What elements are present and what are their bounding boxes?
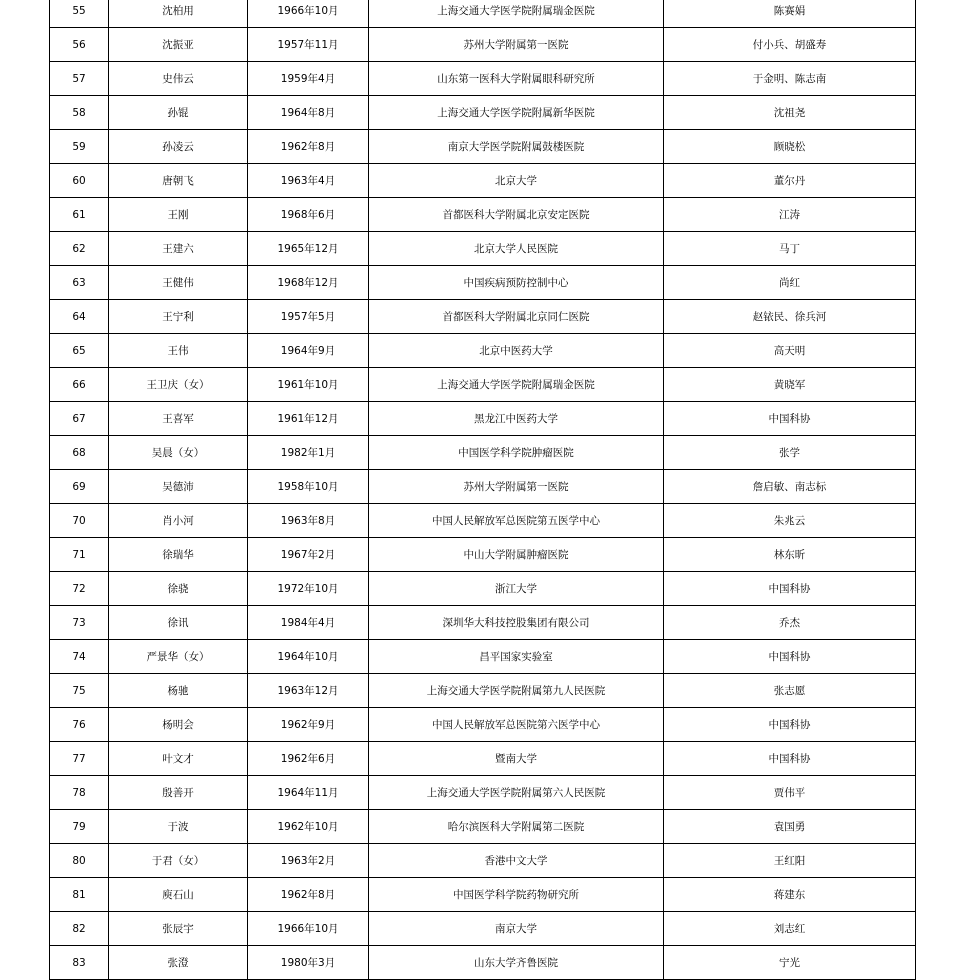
candidate-name-cell: 孙凌云 <box>109 130 248 164</box>
row-number-cell: 82 <box>50 912 109 946</box>
organization-cell: 上海交通大学医学院附属第六人民医院 <box>369 776 664 810</box>
candidate-table-body <box>50 0 916 980</box>
birth-date-cell: 1982年1月 <box>248 436 369 470</box>
table-row <box>50 878 916 912</box>
row-number-cell: 71 <box>50 538 109 572</box>
organization-cell: 中国医学科学院肿瘤医院 <box>369 436 664 470</box>
table-row <box>50 402 916 436</box>
table-row <box>50 538 916 572</box>
recommender-cell: 中国科协 <box>664 708 916 742</box>
birth-date-cell: 1964年8月 <box>248 96 369 130</box>
candidate-name-cell: 于波 <box>109 810 248 844</box>
recommender-cell: 张志愿 <box>664 674 916 708</box>
table-row <box>50 810 916 844</box>
candidate-name-cell: 严景华（女） <box>109 640 248 674</box>
organization-cell: 山东第一医科大学附属眼科研究所 <box>369 62 664 96</box>
recommender-cell: 尚红 <box>664 266 916 300</box>
row-number-cell: 61 <box>50 198 109 232</box>
birth-date-cell: 1962年6月 <box>248 742 369 776</box>
table-row <box>50 130 916 164</box>
recommender-cell: 顾晓松 <box>664 130 916 164</box>
organization-cell: 上海交通大学医学院附属瑞金医院 <box>369 0 664 28</box>
table-row <box>50 368 916 402</box>
recommender-cell: 中国科协 <box>664 640 916 674</box>
candidate-table <box>49 0 916 980</box>
table-row <box>50 334 916 368</box>
table-row <box>50 912 916 946</box>
table-row <box>50 28 916 62</box>
row-number-cell: 83 <box>50 946 109 980</box>
recommender-cell: 中国科协 <box>664 402 916 436</box>
organization-cell: 香港中文大学 <box>369 844 664 878</box>
candidate-name-cell: 张辰宇 <box>109 912 248 946</box>
birth-date-cell: 1958年10月 <box>248 470 369 504</box>
row-number-cell: 66 <box>50 368 109 402</box>
organization-cell: 北京大学 <box>369 164 664 198</box>
candidate-name-cell: 张澄 <box>109 946 248 980</box>
birth-date-cell: 1966年10月 <box>248 912 369 946</box>
table-row <box>50 300 916 334</box>
table-row <box>50 742 916 776</box>
recommender-cell: 蒋建东 <box>664 878 916 912</box>
recommender-cell: 付小兵、胡盛寿 <box>664 28 916 62</box>
table-row <box>50 266 916 300</box>
organization-cell: 哈尔滨医科大学附属第二医院 <box>369 810 664 844</box>
candidate-name-cell: 孙锟 <box>109 96 248 130</box>
row-number-cell: 75 <box>50 674 109 708</box>
candidate-name-cell: 吴晨（女） <box>109 436 248 470</box>
recommender-cell: 詹启敏、南志标 <box>664 470 916 504</box>
recommender-cell: 于金明、陈志南 <box>664 62 916 96</box>
birth-date-cell: 1968年12月 <box>248 266 369 300</box>
birth-date-cell: 1972年10月 <box>248 572 369 606</box>
organization-cell: 苏州大学附属第一医院 <box>369 28 664 62</box>
table-row <box>50 504 916 538</box>
birth-date-cell: 1964年10月 <box>248 640 369 674</box>
table-row <box>50 606 916 640</box>
organization-cell: 首都医科大学附属北京同仁医院 <box>369 300 664 334</box>
candidate-name-cell: 肖小河 <box>109 504 248 538</box>
row-number-cell: 72 <box>50 572 109 606</box>
table-row <box>50 96 916 130</box>
table-row <box>50 844 916 878</box>
organization-cell: 浙江大学 <box>369 572 664 606</box>
candidate-name-cell: 吴德沛 <box>109 470 248 504</box>
recommender-cell: 马丁 <box>664 232 916 266</box>
birth-date-cell: 1961年10月 <box>248 368 369 402</box>
candidate-name-cell: 沈柏用 <box>109 0 248 28</box>
organization-cell: 中国人民解放军总医院第五医学中心 <box>369 504 664 538</box>
recommender-cell: 沈祖尧 <box>664 96 916 130</box>
candidate-name-cell: 唐朝飞 <box>109 164 248 198</box>
organization-cell: 首都医科大学附属北京安定医院 <box>369 198 664 232</box>
candidate-name-cell: 杨驰 <box>109 674 248 708</box>
recommender-cell: 黄晓军 <box>664 368 916 402</box>
birth-date-cell: 1980年3月 <box>248 946 369 980</box>
birth-date-cell: 1962年8月 <box>248 878 369 912</box>
organization-cell: 中山大学附属肿瘤医院 <box>369 538 664 572</box>
table-row <box>50 436 916 470</box>
organization-cell: 中国疾病预防控制中心 <box>369 266 664 300</box>
candidate-name-cell: 于君（女） <box>109 844 248 878</box>
organization-cell: 暨南大学 <box>369 742 664 776</box>
candidate-name-cell: 王健伟 <box>109 266 248 300</box>
recommender-cell: 中国科协 <box>664 742 916 776</box>
row-number-cell: 73 <box>50 606 109 640</box>
birth-date-cell: 1963年12月 <box>248 674 369 708</box>
row-number-cell: 57 <box>50 62 109 96</box>
birth-date-cell: 1964年9月 <box>248 334 369 368</box>
organization-cell: 南京大学医学院附属鼓楼医院 <box>369 130 664 164</box>
candidate-name-cell: 庾石山 <box>109 878 248 912</box>
row-number-cell: 62 <box>50 232 109 266</box>
organization-cell: 上海交通大学医学院附属第九人民医院 <box>369 674 664 708</box>
recommender-cell: 刘志红 <box>664 912 916 946</box>
candidate-name-cell: 王卫庆（女） <box>109 368 248 402</box>
candidate-name-cell: 史伟云 <box>109 62 248 96</box>
row-number-cell: 76 <box>50 708 109 742</box>
recommender-cell: 贾伟平 <box>664 776 916 810</box>
table-row <box>50 946 916 980</box>
organization-cell: 中国人民解放军总医院第六医学中心 <box>369 708 664 742</box>
recommender-cell: 宁光 <box>664 946 916 980</box>
candidate-name-cell: 王建六 <box>109 232 248 266</box>
table-row <box>50 708 916 742</box>
table-row <box>50 62 916 96</box>
recommender-cell: 乔杰 <box>664 606 916 640</box>
organization-cell: 南京大学 <box>369 912 664 946</box>
row-number-cell: 78 <box>50 776 109 810</box>
candidate-name-cell: 徐瑞华 <box>109 538 248 572</box>
birth-date-cell: 1968年6月 <box>248 198 369 232</box>
organization-cell: 北京大学人民医院 <box>369 232 664 266</box>
candidate-name-cell: 殷善开 <box>109 776 248 810</box>
recommender-cell: 王红阳 <box>664 844 916 878</box>
recommender-cell: 陈赛娟 <box>664 0 916 28</box>
birth-date-cell: 1967年2月 <box>248 538 369 572</box>
recommender-cell: 张学 <box>664 436 916 470</box>
birth-date-cell: 1984年4月 <box>248 606 369 640</box>
row-number-cell: 65 <box>50 334 109 368</box>
recommender-cell: 高天明 <box>664 334 916 368</box>
table-row <box>50 470 916 504</box>
table-row <box>50 776 916 810</box>
organization-cell: 北京中医药大学 <box>369 334 664 368</box>
organization-cell: 上海交通大学医学院附属新华医院 <box>369 96 664 130</box>
row-number-cell: 69 <box>50 470 109 504</box>
table-row <box>50 572 916 606</box>
organization-cell: 黑龙江中医药大学 <box>369 402 664 436</box>
table-row <box>50 674 916 708</box>
candidate-name-cell: 王喜军 <box>109 402 248 436</box>
candidate-name-cell: 徐骁 <box>109 572 248 606</box>
row-number-cell: 55 <box>50 0 109 28</box>
row-number-cell: 58 <box>50 96 109 130</box>
recommender-cell: 中国科协 <box>664 572 916 606</box>
row-number-cell: 77 <box>50 742 109 776</box>
row-number-cell: 56 <box>50 28 109 62</box>
birth-date-cell: 1966年10月 <box>248 0 369 28</box>
candidate-name-cell: 沈振亚 <box>109 28 248 62</box>
birth-date-cell: 1959年4月 <box>248 62 369 96</box>
candidate-name-cell: 叶文才 <box>109 742 248 776</box>
table-row <box>50 164 916 198</box>
recommender-cell: 朱兆云 <box>664 504 916 538</box>
birth-date-cell: 1962年9月 <box>248 708 369 742</box>
candidate-name-cell: 王宁利 <box>109 300 248 334</box>
birth-date-cell: 1962年8月 <box>248 130 369 164</box>
row-number-cell: 59 <box>50 130 109 164</box>
recommender-cell: 袁国勇 <box>664 810 916 844</box>
birth-date-cell: 1963年8月 <box>248 504 369 538</box>
row-number-cell: 60 <box>50 164 109 198</box>
row-number-cell: 80 <box>50 844 109 878</box>
organization-cell: 苏州大学附属第一医院 <box>369 470 664 504</box>
row-number-cell: 64 <box>50 300 109 334</box>
candidate-name-cell: 王伟 <box>109 334 248 368</box>
recommender-cell: 赵铱民、徐兵河 <box>664 300 916 334</box>
organization-cell: 中国医学科学院药物研究所 <box>369 878 664 912</box>
row-number-cell: 63 <box>50 266 109 300</box>
row-number-cell: 70 <box>50 504 109 538</box>
birth-date-cell: 1961年12月 <box>248 402 369 436</box>
table-row <box>50 232 916 266</box>
organization-cell: 上海交通大学医学院附属瑞金医院 <box>369 368 664 402</box>
candidate-name-cell: 徐讯 <box>109 606 248 640</box>
organization-cell: 昌平国家实验室 <box>369 640 664 674</box>
candidate-name-cell: 杨明会 <box>109 708 248 742</box>
organization-cell: 深圳华大科技控股集团有限公司 <box>369 606 664 640</box>
birth-date-cell: 1964年11月 <box>248 776 369 810</box>
row-number-cell: 67 <box>50 402 109 436</box>
birth-date-cell: 1965年12月 <box>248 232 369 266</box>
organization-cell: 山东大学齐鲁医院 <box>369 946 664 980</box>
birth-date-cell: 1963年2月 <box>248 844 369 878</box>
candidate-name-cell: 王刚 <box>109 198 248 232</box>
row-number-cell: 81 <box>50 878 109 912</box>
recommender-cell: 林东昕 <box>664 538 916 572</box>
row-number-cell: 74 <box>50 640 109 674</box>
birth-date-cell: 1962年10月 <box>248 810 369 844</box>
recommender-cell: 江涛 <box>664 198 916 232</box>
row-number-cell: 79 <box>50 810 109 844</box>
table-row <box>50 198 916 232</box>
candidate-table-container <box>49 0 914 980</box>
recommender-cell: 董尔丹 <box>664 164 916 198</box>
row-number-cell: 68 <box>50 436 109 470</box>
table-row <box>50 0 916 28</box>
birth-date-cell: 1957年11月 <box>248 28 369 62</box>
table-row <box>50 640 916 674</box>
birth-date-cell: 1963年4月 <box>248 164 369 198</box>
birth-date-cell: 1957年5月 <box>248 300 369 334</box>
